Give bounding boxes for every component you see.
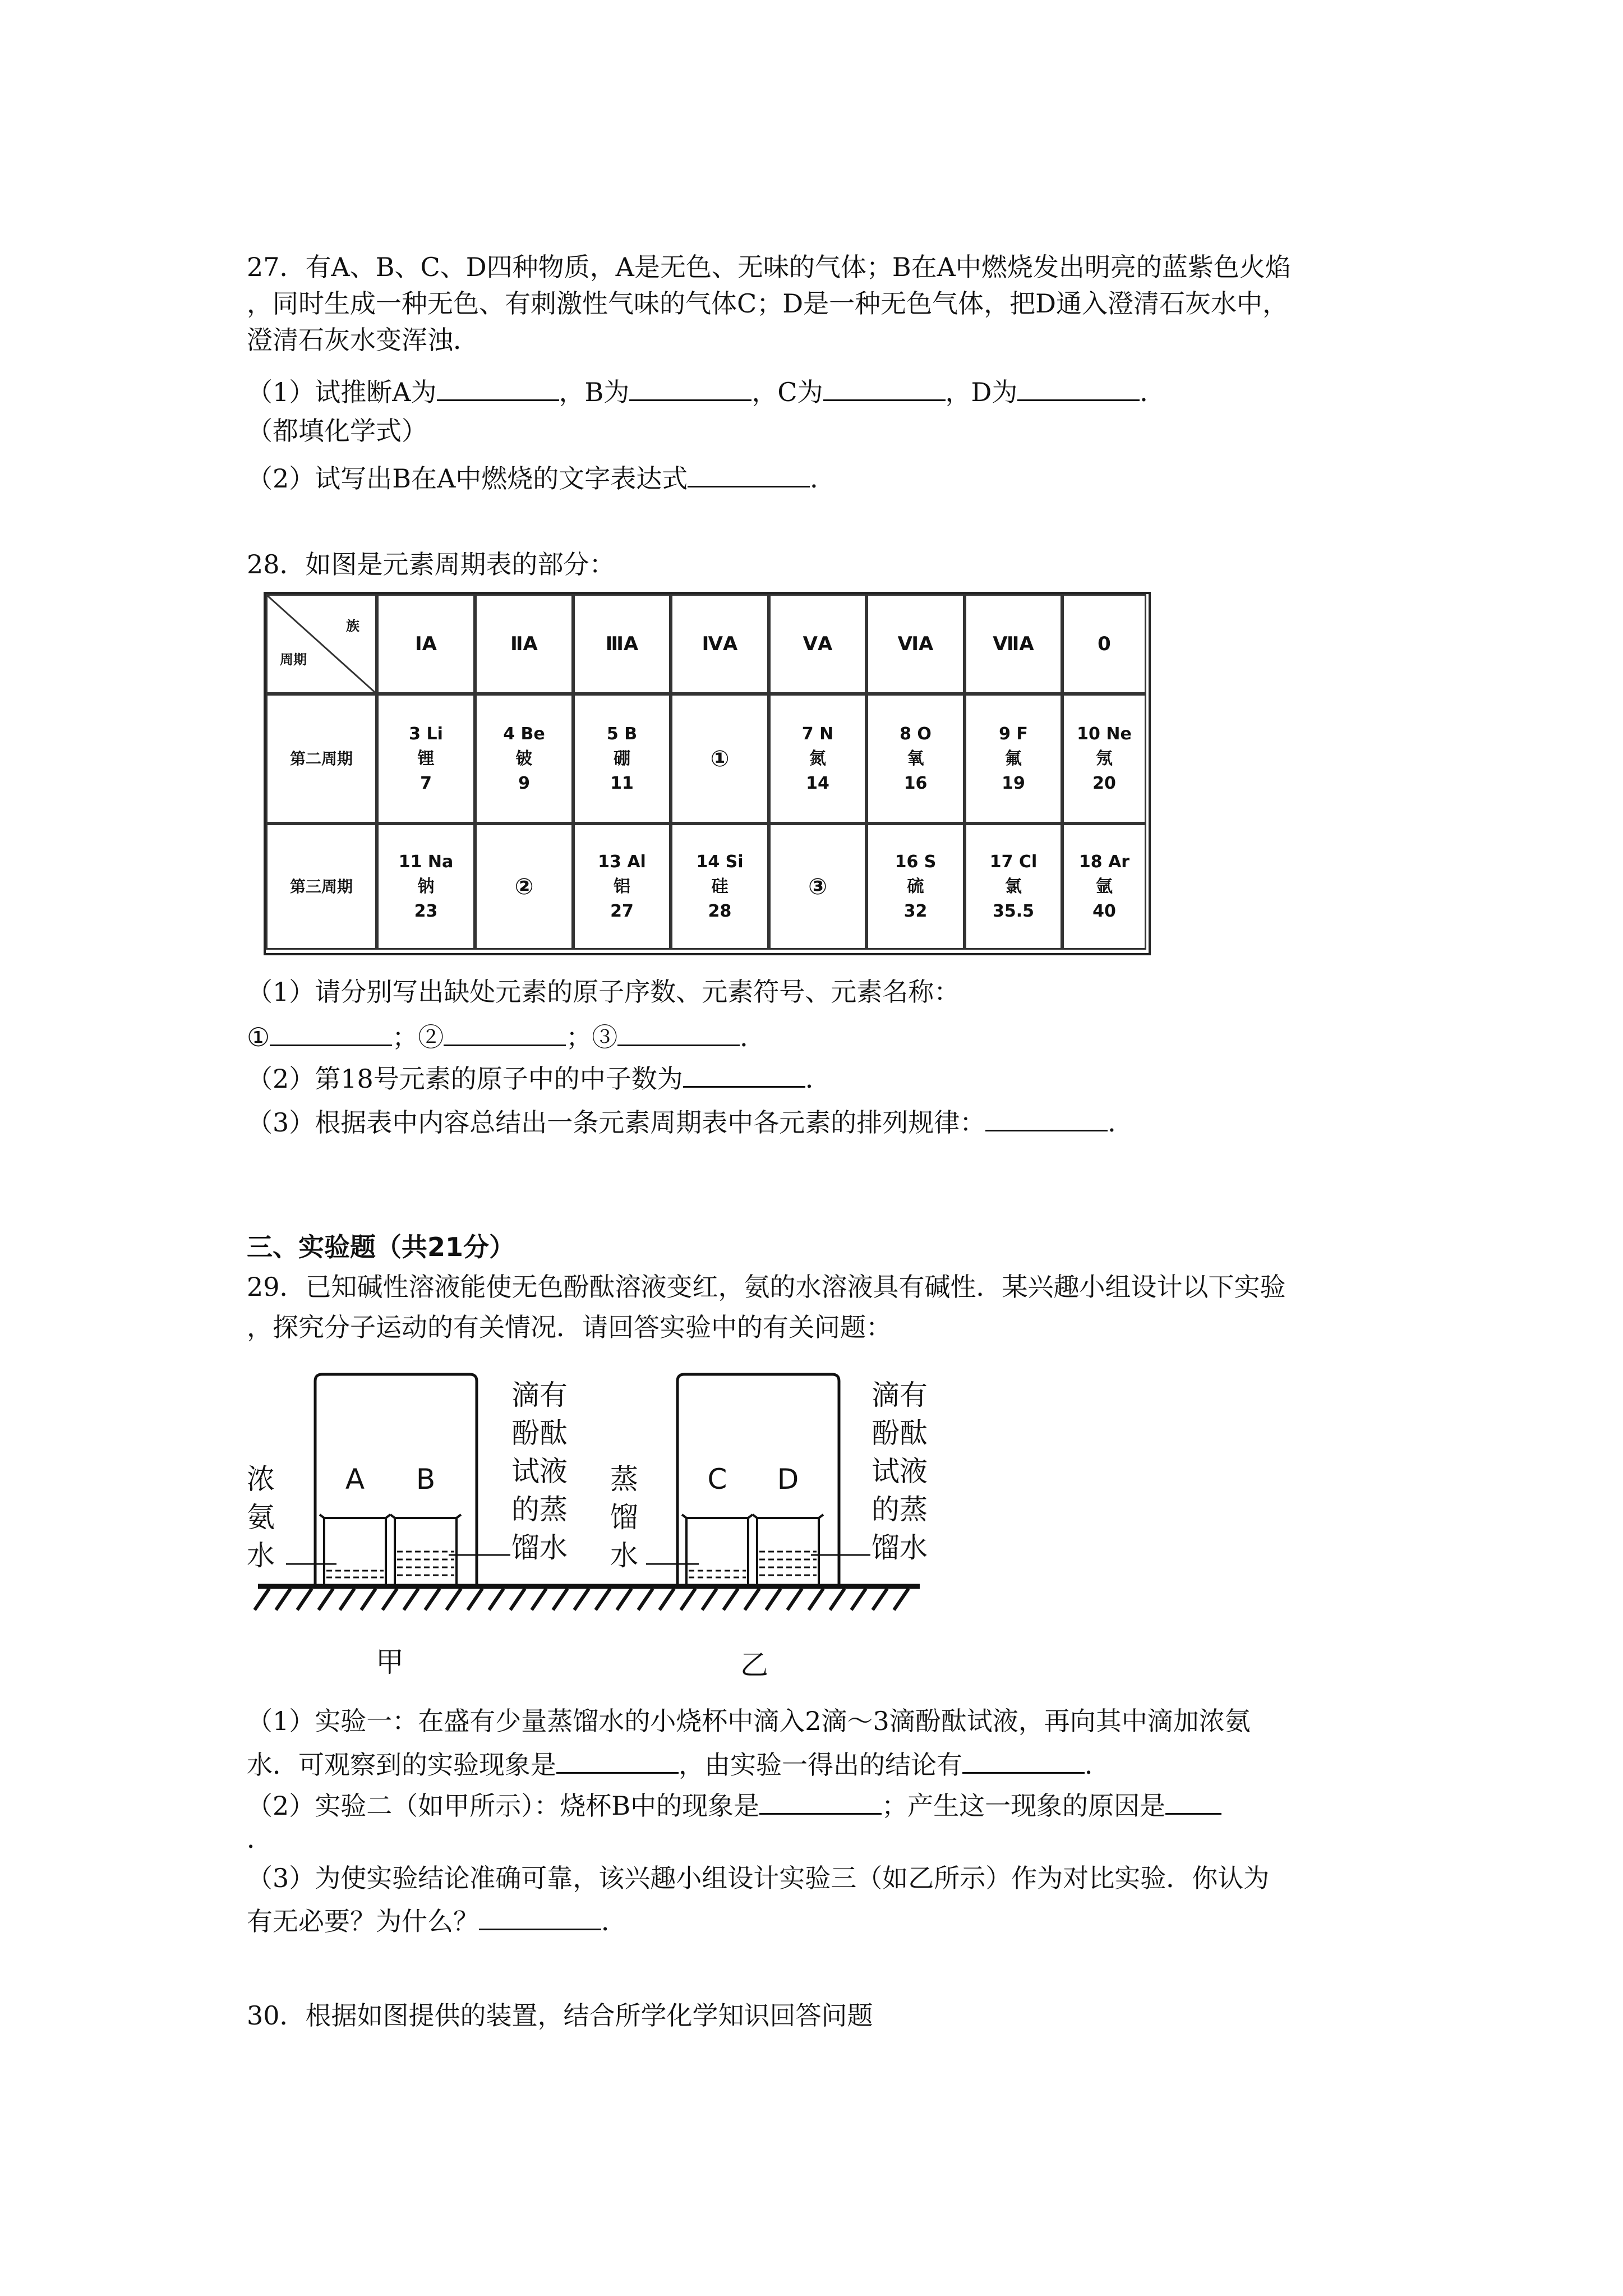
element-cell-l2: 铍 <box>515 748 533 769</box>
label-phenol-water2-4: 的蒸 <box>872 1493 928 1526</box>
marker-1: ① <box>247 1022 270 1052</box>
answer-blank-1[interactable] <box>270 1019 392 1046</box>
element-cell <box>1062 823 1146 950</box>
element-cell-l2: 钠 <box>417 876 435 896</box>
period: ． <box>601 1906 627 1936</box>
element-cell <box>377 694 475 823</box>
element-cell <box>769 823 866 950</box>
element-cell-l1: 11 Na <box>398 852 454 872</box>
answer-blank-c[interactable] <box>823 374 946 401</box>
element-cell-l1: 7 N <box>801 724 834 744</box>
q28-part2-label: （2）第18号元素的原子中的中子数为 <box>247 1064 683 1094</box>
period: ． <box>1085 1750 1110 1780</box>
answer-blank-reason[interactable] <box>1165 1787 1221 1815</box>
q27-stem-line2: ，同时生成一种无色、有刺激性气味的气体C；D是一种无色气体，把D通入澄清石灰水中， <box>247 288 1288 319</box>
label-phenol-water2-5: 馏水 <box>872 1531 928 1564</box>
element-cell-l1: 3 Li <box>409 724 443 744</box>
group-header-2: ⅢA <box>573 594 671 694</box>
label-phenol-water-1: 滴有 <box>511 1379 568 1411</box>
q29-stem-line1: 29．已知碱性溶液能使无色酚酞溶液变红，氨的水溶液具有碱性．某兴趣小组设计以下实验 <box>247 1272 1286 1302</box>
marker-3: ；③ <box>566 1022 618 1052</box>
group-header-0: ⅠA <box>377 594 475 694</box>
period: ． <box>1108 1107 1134 1138</box>
q28-part3 <box>247 1104 1133 1138</box>
q28-stem: 28．如图是元素周期表的部分： <box>247 549 615 579</box>
element-cell-l1: 16 S <box>895 852 937 872</box>
q29-part3-line1: （3）为使实验结论准确可靠，该兴趣小组设计实验三（如乙所示）作为对比实验．你认为 <box>247 1863 1270 1893</box>
element-cell <box>573 823 671 950</box>
element-cell-l3: 35.5 <box>992 901 1035 921</box>
element-cell-l3: 40 <box>1092 901 1116 921</box>
element-cell-l3: 27 <box>610 901 634 921</box>
period: ． <box>740 1022 766 1052</box>
element-cell-l3: 32 <box>903 901 928 921</box>
element-cell-l1: 9 F <box>999 724 1028 744</box>
element-cell-l1: 5 B <box>606 724 638 744</box>
element-cell <box>769 694 866 823</box>
period: ． <box>1140 377 1166 407</box>
q29-part2 <box>247 1787 1221 1821</box>
beaker-label-c: C <box>707 1463 727 1496</box>
group-header-3: ⅣA <box>671 594 769 694</box>
row-label-period3: 第三周期 <box>266 823 377 950</box>
element-cell-l3: 11 <box>610 773 634 793</box>
q28-part2 <box>247 1060 831 1094</box>
element-cell-l3: 9 <box>518 773 530 793</box>
element-cell-l3: 23 <box>414 901 438 921</box>
answer-blank-rule[interactable] <box>985 1104 1108 1131</box>
element-cell <box>965 694 1062 823</box>
element-cell-l3: 28 <box>708 901 732 921</box>
element-cell-l2: 氯 <box>1005 876 1022 896</box>
answer-blank-d[interactable] <box>1017 374 1140 401</box>
answer-blank-expression[interactable] <box>688 460 810 487</box>
element-cell <box>1062 694 1146 823</box>
label-conc-ammonia-3: 水 <box>247 1539 275 1572</box>
row-label-period2: 第二周期 <box>266 694 377 823</box>
periodic-table <box>264 592 1151 955</box>
q29-part2-reason-label: ；产生这一现象的原因是 <box>882 1791 1166 1821</box>
marker-2: ；② <box>392 1022 444 1052</box>
caption-yi: 乙 <box>740 1649 768 1681</box>
element-cell <box>671 694 769 823</box>
caption-jia: 甲 <box>376 1646 404 1678</box>
label-phenol-water2-1: 滴有 <box>872 1379 928 1411</box>
element-cell-l2: 铝 <box>614 876 630 896</box>
group-header-4: ⅤA <box>769 594 866 694</box>
element-cell-l2: 氟 <box>1005 748 1022 769</box>
q29-part3-line2 <box>247 1903 627 1937</box>
element-cell-l1: ② <box>514 873 534 900</box>
label-phenol-water-4: 的蒸 <box>511 1493 568 1526</box>
group-header-6: ⅦA <box>965 594 1062 694</box>
corner-period-label: 周期 <box>280 652 307 668</box>
answer-blank-a[interactable] <box>437 374 559 401</box>
beaker-label-d: D <box>777 1463 799 1496</box>
element-cell-l2: 锂 <box>417 748 435 769</box>
element-cell-l2: 氧 <box>907 748 924 769</box>
element-cell-l1: 14 Si <box>696 852 744 872</box>
experiment-figure <box>247 1369 942 1694</box>
label-conc-ammonia-2: 氨 <box>247 1501 275 1534</box>
element-cell-l1: ③ <box>808 873 827 900</box>
element-cell-l2: 硫 <box>907 876 924 896</box>
answer-blank-b[interactable] <box>629 374 751 401</box>
group-header-1: ⅡA <box>475 594 573 694</box>
q29-part1-conclusion-label: ，由实验一得出的结论有 <box>679 1750 962 1780</box>
label-distilled-water-3: 水 <box>610 1539 638 1572</box>
q27-stem-line3: 澄清石灰水变浑浊． <box>247 325 479 355</box>
label-distilled-water-1: 蒸 <box>610 1463 638 1496</box>
answer-blank-phenomenon[interactable] <box>556 1746 679 1774</box>
answer-blank-neutrons[interactable] <box>683 1060 805 1088</box>
q29-part1-phenomenon-label: 水．可观察到的实验现象是 <box>247 1750 556 1780</box>
element-cell-l3: 14 <box>806 773 829 793</box>
q28-part1: （1）请分别写出缺处元素的原子序数、元素符号、元素名称： <box>247 977 960 1007</box>
element-cell-l2: 氩 <box>1096 876 1113 896</box>
element-cell-l1: ① <box>710 746 730 772</box>
element-cell <box>671 823 769 950</box>
group-header-5: ⅥA <box>866 594 965 694</box>
label-phenol-water-5: 馏水 <box>511 1531 568 1564</box>
element-cell <box>573 694 671 823</box>
q27-part2 <box>247 460 836 494</box>
q27-stem-line1: 27．有A、B、C、D四种物质，A是无色、无味的气体；B在A中燃烧发出明亮的蓝紫色火焰 <box>247 252 1291 282</box>
q27-part1 <box>247 374 1165 408</box>
section-heading: 三、实验题（共21分） <box>247 1232 515 1262</box>
answer-blank-conclusion[interactable] <box>962 1746 1085 1774</box>
answer-blank-necessity[interactable] <box>479 1903 601 1930</box>
q27-part1-note: （都填化学式） <box>247 416 427 446</box>
element-cell-l1: 17 Cl <box>989 852 1038 872</box>
answer-blank-3[interactable] <box>617 1019 740 1046</box>
element-cell-l3: 7 <box>420 773 432 793</box>
beaker-c <box>682 1515 753 1586</box>
element-cell <box>475 823 573 950</box>
element-cell-l2: 硼 <box>614 748 630 769</box>
element-cell <box>866 823 965 950</box>
q30-stem: 30．根据如图提供的装置，结合所学化学知识回答问题 <box>247 2000 873 2031</box>
label-phenol-water-2: 酚酞 <box>511 1417 568 1450</box>
element-cell-l1: 18 Ar <box>1078 852 1130 872</box>
element-cell <box>377 823 475 950</box>
period: ． <box>810 463 836 494</box>
element-cell-l1: 8 O <box>900 724 932 744</box>
element-cell-l2: 氖 <box>1096 748 1113 769</box>
period: ． <box>805 1064 831 1094</box>
q28-part1-blanks <box>247 1019 766 1053</box>
q29-stem-line2: ，探究分子运动的有关情况．请回答实验中的有关问题： <box>247 1312 892 1342</box>
label-conc-ammonia-1: 浓 <box>247 1463 275 1496</box>
answer-blank-beaker-b[interactable] <box>759 1787 882 1815</box>
label-phenol-water2-3: 试液 <box>872 1455 928 1488</box>
q29-part1-line1: （1）实验一：在盛有少量蒸馏水的小烧杯中滴入2滴～3滴酚酞试液，再向其中滴加浓氨 <box>247 1706 1251 1736</box>
element-cell-l2: 硅 <box>711 876 728 896</box>
q29-part1-line2 <box>247 1746 1110 1780</box>
element-cell-l3: 20 <box>1092 773 1116 793</box>
q27-part1-a-label: （1）试推断A为 <box>247 377 437 407</box>
q27-part1-c-label: ，C为 <box>751 377 823 407</box>
element-cell-l1: 13 Al <box>598 852 646 872</box>
beaker-a <box>320 1515 390 1586</box>
element-cell <box>475 694 573 823</box>
q27-part2-label: （2）试写出B在A中燃烧的文字表达式 <box>247 463 688 494</box>
table-corner-cell <box>266 594 377 694</box>
q27-part1-b-label: ，B为 <box>559 377 630 407</box>
element-cell-l3: 19 <box>1002 773 1025 793</box>
q27-part1-d-label: ，D为 <box>945 377 1018 407</box>
beaker-label-b: B <box>416 1463 436 1496</box>
element-cell-l1: 10 Ne <box>1077 724 1132 744</box>
element-cell <box>965 823 1062 950</box>
element-cell-l3: 16 <box>903 773 928 793</box>
beaker-label-a: A <box>345 1463 365 1496</box>
element-cell-l2: 氮 <box>809 748 826 769</box>
label-phenol-water-3: 试液 <box>511 1455 568 1488</box>
q28-part3-label: （3）根据表中内容总结出一条元素周期表中各元素的排列规律： <box>247 1107 986 1138</box>
label-phenol-water2-2: 酚酞 <box>872 1417 928 1450</box>
label-distilled-water-2: 馏 <box>610 1501 638 1534</box>
q29-part2-end: ． <box>247 1824 273 1854</box>
corner-diagonal <box>268 596 379 696</box>
group-header-7: 0 <box>1062 594 1146 694</box>
corner-group-label: 族 <box>346 618 359 634</box>
element-cell-l1: 4 Be <box>503 724 545 744</box>
q29-part3-label: 有无必要？为什么？ <box>247 1906 479 1936</box>
element-cell <box>866 694 965 823</box>
answer-blank-2[interactable] <box>444 1019 566 1046</box>
q29-part2-label: （2）实验二（如甲所示）：烧杯B中的现象是 <box>247 1791 760 1821</box>
